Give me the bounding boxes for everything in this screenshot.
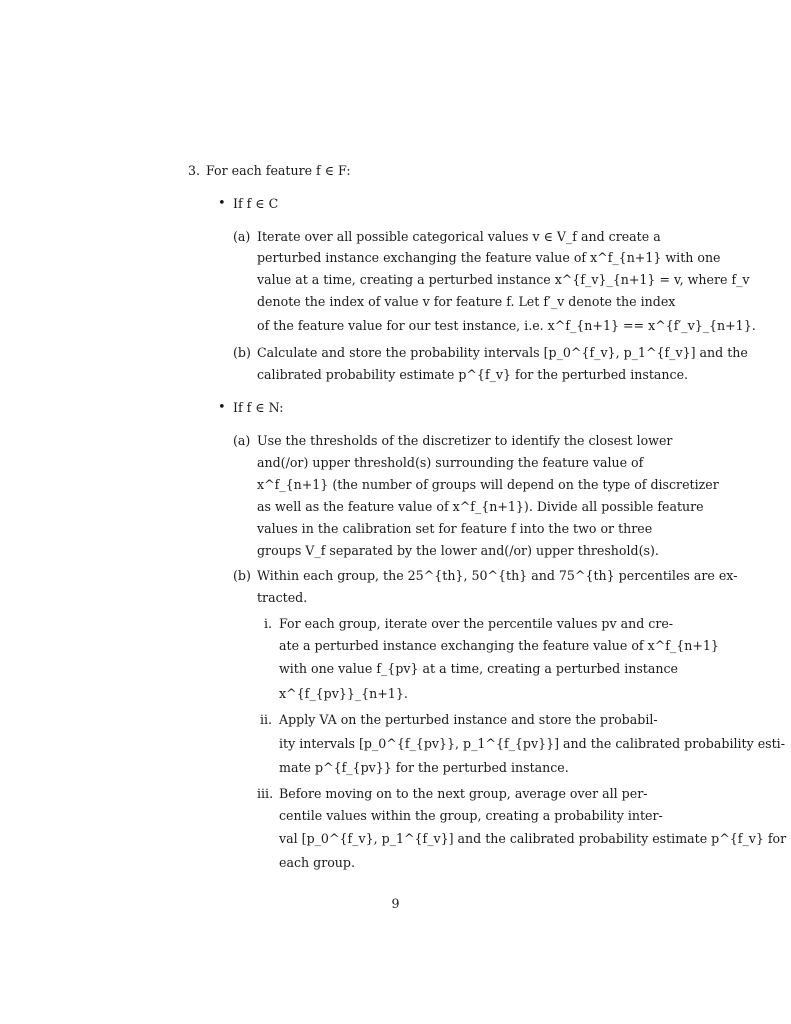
paragraph-line: ate a perturbed instance exchanging the feature value of x^f_{n+1} [279,638,719,653]
bullet-numerical-heading: If f ∈ N: [233,400,284,415]
item-label: (a) [233,433,251,448]
paragraph-line: Apply VA on the perturbed instance and store the probabil- [279,712,658,727]
paragraph-line: ity intervals [p_0^{f_{pv}}, p_1^{f_{pv}}] and the calibrated probability esti- [279,736,785,751]
paragraph-line: calibrated probability estimate p^{f_v} for the perturbed instance. [257,367,689,382]
paragraph-line: centile values within the group, creating a probability inter- [279,808,663,823]
paragraph-line: value at a time, creating a perturbed instance x^{f_v}_{n+1} = v, where f_v [257,272,750,287]
paragraph-line: with one value f_{pv} at a time, creating a perturbed instance [279,661,678,676]
item-label: (b) [233,345,251,360]
item-label: (b) [233,568,251,583]
paragraph-line: denote the index of value v for feature f. Let f′_v denote the index [257,294,676,309]
bullet-icon: • [218,196,226,211]
paragraph-line: Within each group, the 25^{th}, 50^{th} and 75^{th} percentiles are ex- [257,568,738,583]
paragraph-line: For each group, iterate over the percentile values pv and cre- [279,616,674,631]
paragraph-line: values in the calibration set for feature f into the two or three [257,521,653,536]
paragraph-line: groups V_f separated by the lower and(/or) upper threshold(s). [257,543,659,558]
subitem-label: i. [264,616,273,631]
item-label: (a) [233,229,251,244]
paragraph-line: each group. [279,855,355,870]
paragraph-line: val [p_0^{f_v}, p_1^{f_v}] and the calibrated probability estimate p^{f_v} for [279,831,787,846]
paragraph-line: Before moving on to the next group, average over all per- [279,786,648,801]
paragraph-line: of the feature value for our test instance, i.e. x^f_{n+1} == x^{f′_v}_{n+1}. [257,318,756,333]
subitem-label: ii. [260,712,273,727]
page-number: 9 [391,896,400,911]
bullet-categorical-heading: If f ∈ C [233,196,279,211]
bullet-icon: • [218,400,226,415]
paragraph-line: perturbed instance exchanging the feature value of x^f_{n+1} with one [257,250,721,265]
paragraph-line: mate p^{f_{pv}} for the perturbed instance. [279,760,569,775]
paragraph-line: x^f_{n+1} (the number of groups will depend on the type of discretizer [257,477,719,492]
paragraph-line: as well as the feature value of x^f_{n+1}). Divide all possible feature [257,499,704,514]
paragraph-line: tracted. [257,590,308,605]
paragraph-line: Use the thresholds of the discretizer to identify the closest lower [257,433,673,448]
step-number: 3. [188,163,201,178]
paragraph-line: x^{f_{pv}}_{n+1}. [279,686,408,701]
paragraph-line: and(/or) upper threshold(s) surrounding the feature value of [257,455,644,470]
paragraph-line: Calculate and store the probability intervals [p_0^{f_v}, p_1^{f_v}] and the [257,345,748,360]
step-heading: For each feature f ∈ F: [206,163,351,178]
paragraph-line: Iterate over all possible categorical values v ∈ V_f and create a [257,229,661,244]
subitem-label: iii. [257,786,274,801]
